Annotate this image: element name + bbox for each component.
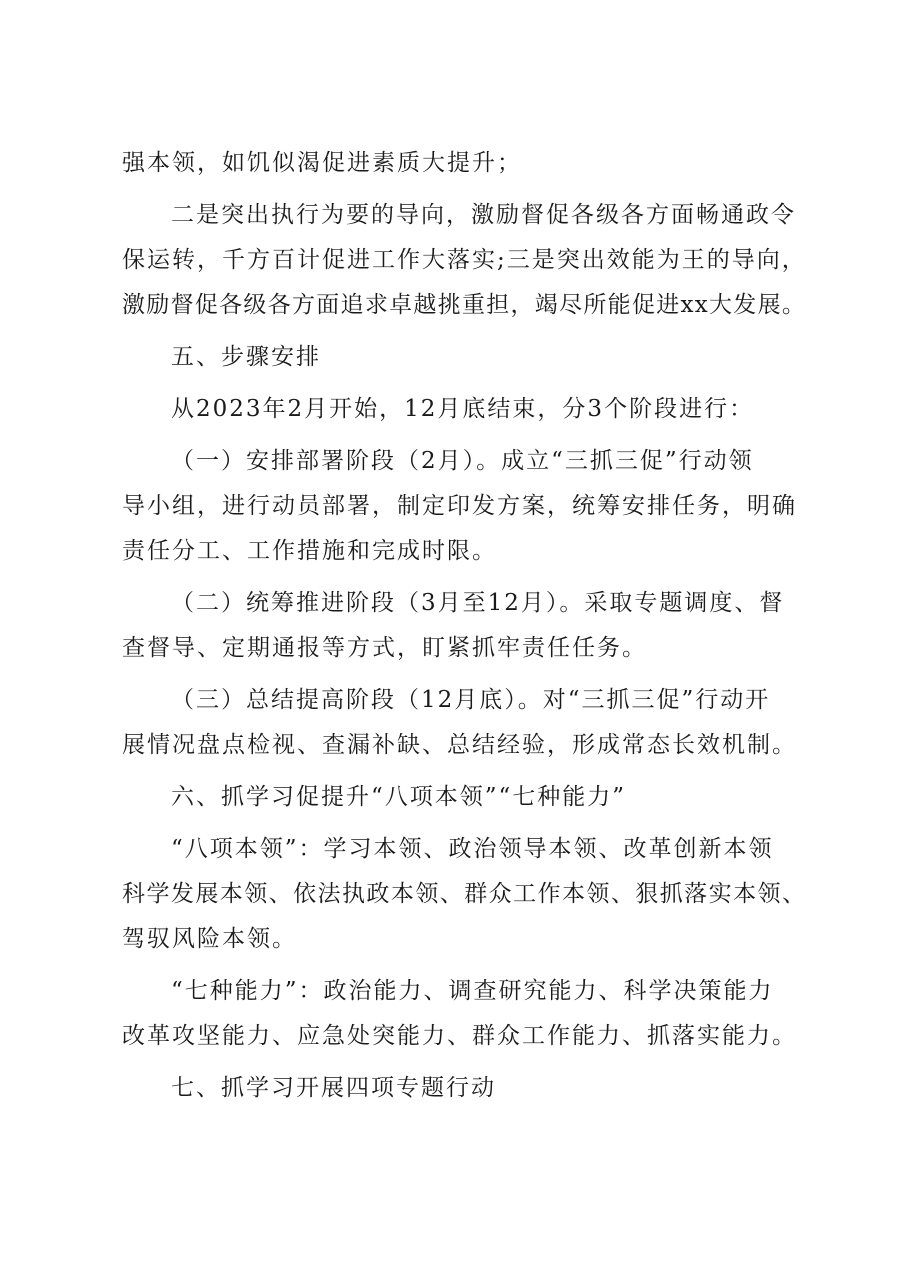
text-line: 改革攻坚能力、应急处突能力、群众工作能力、抓落实能力。 <box>122 1023 797 1049</box>
paragraph-9 <box>122 827 812 962</box>
paragraph-7 <box>122 678 812 768</box>
text-line: （一）安排部署阶段（2月）。成立“三抓三促”行动领 <box>171 448 754 474</box>
heading-text: 七、抓学习开展四项专题行动 <box>171 1075 496 1101</box>
text-line: （三）总结提高阶段（12月底）。对“三抓三促”行动开 <box>171 687 771 713</box>
document-body <box>122 141 812 1118</box>
section-heading-7 <box>122 1066 812 1111</box>
text-line: “八项本领”：学习本领、政治领导本领、改革创新本领 <box>171 836 774 862</box>
paragraph-2 <box>122 193 812 328</box>
section-heading-5 <box>122 335 812 380</box>
text-line: 二是突出执行为要的导向，激励督促各级各方面畅通政令 <box>171 202 796 228</box>
text-line: “七种能力”：政治能力、调查研究能力、科学决策能力 <box>171 978 774 1004</box>
text-line: 驾驭风险本领。 <box>122 926 297 952</box>
text-line: 责任分工、工作措施和完成时限。 <box>122 538 497 564</box>
text-line: 从2023年2月开始，12月底结束，分3个阶段进行： <box>171 396 755 422</box>
text-line: 导小组，进行动员部署，制定印发方案，统筹安排任务，明确 <box>122 493 797 519</box>
text-line: 强本领，如饥似渴促进素质大提升； <box>122 150 522 176</box>
paragraph-1 <box>122 141 812 186</box>
paragraph-4 <box>122 387 812 432</box>
text-line: 保运转，千方百计促进工作大落实;三是突出效能为王的导向， <box>122 247 807 273</box>
text-line: 查督导、定期通报等方式，盯紧抓牢责任任务。 <box>122 635 647 661</box>
paragraph-10 <box>122 969 812 1059</box>
section-heading-6 <box>122 775 812 820</box>
text-line: 展情况盘点检视、查漏补缺、总结经验，形成常态长效机制。 <box>122 732 797 758</box>
text-line: 科学发展本领、依法执政本领、群众工作本领、狠抓落实本领、 <box>122 881 807 907</box>
paragraph-6 <box>122 581 812 671</box>
heading-text: 六、抓学习促提升“八项本领”“七种能力” <box>171 784 627 810</box>
heading-text: 五、步骤安排 <box>171 344 321 370</box>
text-line: （二）统筹推进阶段（3月至12月）。采取专题调度、督 <box>171 590 785 616</box>
text-line: 激励督促各级各方面追求卓越挑重担，竭尽所能促进xx大发展。 <box>122 292 807 318</box>
paragraph-5 <box>122 439 812 574</box>
